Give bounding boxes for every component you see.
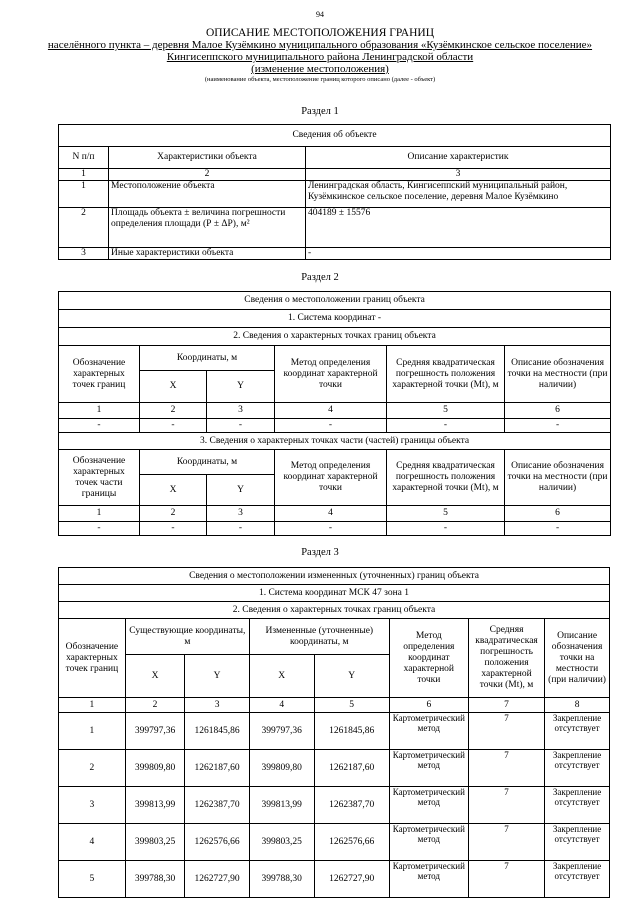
s3-cell-x-existing: 399809,80 — [125, 750, 184, 787]
s3-cell-x-existing: 399803,25 — [125, 824, 184, 861]
s2-num: 1 — [59, 506, 140, 522]
s3-num: 5 — [314, 698, 389, 713]
s3-cell-point: 3 — [59, 787, 126, 824]
s3-h-y-changed: Y — [314, 655, 389, 698]
s3-cell-method: Картометрический метод — [389, 861, 468, 898]
s3-cell-accuracy: 7 — [468, 750, 544, 787]
s2-num: 6 — [505, 506, 611, 522]
s2-num: 1 — [59, 403, 140, 419]
s2-h-desc: Описание обозначения точки на местности (при наличии) — [505, 450, 611, 506]
table-row — [59, 787, 610, 824]
s2-h-desc: Описание обозначения точки на местности (при наличии) — [505, 346, 611, 403]
header-line-3: Кингисеппского муниципального района Ленинградской области — [166, 51, 474, 63]
section-1-label: Раздел 1 — [301, 106, 339, 117]
s3-data-rows — [59, 713, 610, 898]
s2-sub2: 2. Сведения о характерных точках границ объекта — [59, 328, 611, 346]
s2-num: 3 — [207, 403, 275, 419]
s3-cell-method: Картометрический метод — [389, 824, 468, 861]
s2-h-method: Метод определения координат характерной точки — [275, 346, 387, 403]
s3-cell-desc: Закрепление отсутствует — [545, 750, 610, 787]
section-3-table — [58, 567, 610, 898]
s2-empty: - — [387, 419, 505, 433]
header-line-4: (изменение местоположения) — [251, 63, 389, 75]
s3-cell-accuracy: 7 — [468, 713, 544, 750]
s2-empty: - — [275, 419, 387, 433]
s3-num: 2 — [125, 698, 184, 713]
s3-num: 8 — [545, 698, 610, 713]
s1-row-char: Площадь объекта ± величина погрешности определения площади (Р ± ΔР), м² — [109, 208, 306, 248]
s2-empty: - — [59, 522, 140, 536]
table-row — [59, 824, 610, 861]
s3-cell-y-changed: 1262727,90 — [314, 861, 389, 898]
s2-h-y: Y — [207, 475, 275, 506]
s3-cell-y-changed: 1262576,66 — [314, 824, 389, 861]
s3-cell-y-existing: 1262727,90 — [185, 861, 250, 898]
document-title: ОПИСАНИЕ МЕСТОПОЛОЖЕНИЯ ГРАНИЦ — [205, 27, 435, 39]
s2-num: 6 — [505, 403, 611, 419]
s1-header-char: Характеристики объекта — [109, 147, 306, 169]
table-row — [59, 861, 610, 898]
s2-h-y: Y — [207, 371, 275, 403]
s3-cell-y-existing: 1261845,86 — [185, 713, 250, 750]
s2-h-x: X — [140, 371, 207, 403]
s3-cell-method: Картометрический метод — [389, 750, 468, 787]
s2-num: 5 — [387, 403, 505, 419]
s2-empty: - — [140, 522, 207, 536]
s3-sub2: 2. Сведения о характерных точках границ объекта — [59, 602, 610, 619]
s3-cell-desc: Закрепление отсутствует — [545, 824, 610, 861]
section-1-table — [58, 124, 611, 260]
s3-cell-y-existing: 1262187,60 — [185, 750, 250, 787]
section-3-label: Раздел 3 — [301, 547, 339, 558]
s2-empty: - — [387, 522, 505, 536]
s3-cell-desc: Закрепление отсутствует — [545, 861, 610, 898]
s2-empty: - — [275, 522, 387, 536]
s3-num: 6 — [389, 698, 468, 713]
s2-empty: - — [140, 419, 207, 433]
s3-cell-y-existing: 1262387,70 — [185, 787, 250, 824]
s2-num: 5 — [387, 506, 505, 522]
s3-cell-method: Картометрический метод — [389, 787, 468, 824]
s1-row-char: Иные характеристики объекта — [109, 248, 306, 260]
s2-num: 4 — [275, 506, 387, 522]
s3-num: 3 — [185, 698, 250, 713]
s2-h-accuracy: Средняя квадратическая погрешность положения характерной точки (Mt), м — [387, 450, 505, 506]
s3-h-y-existing: Y — [185, 655, 250, 698]
s2-num: 2 — [140, 506, 207, 522]
s2-h-accuracy: Средняя квадратическая погрешность положения характерной точки (Mt), м — [387, 346, 505, 403]
s3-num: 1 — [59, 698, 126, 713]
s3-cell-y-existing: 1262576,66 — [185, 824, 250, 861]
document-header — [0, 27, 640, 84]
s1-num: 1 — [59, 169, 109, 181]
s1-num: 3 — [306, 169, 611, 181]
s2-sub3: 3. Сведения о характерных точках части (частей) границы объекта — [59, 433, 611, 450]
s3-cell-y-changed: 1261845,86 — [314, 713, 389, 750]
s3-cell-x-existing: 399797,36 — [125, 713, 184, 750]
s3-cell-point: 5 — [59, 861, 126, 898]
s1-row-desc: - — [306, 248, 611, 260]
page-number: 94 — [316, 10, 324, 19]
s3-cell-x-changed: 399788,30 — [249, 861, 314, 898]
s3-cell-accuracy: 7 — [468, 787, 544, 824]
s3-h-desc: Описание обозначения точки на местности (при наличии) — [545, 619, 610, 698]
s3-num: 4 — [249, 698, 314, 713]
section-2-label: Раздел 2 — [301, 272, 339, 283]
section-2-table — [58, 291, 611, 536]
s3-h-method: Метод определения координат характерной точки — [389, 619, 468, 698]
s1-row-char: Местоположение объекта — [109, 181, 306, 208]
s3-cell-x-existing: 399788,30 — [125, 861, 184, 898]
s3-cell-desc: Закрепление отсутствует — [545, 787, 610, 824]
s1-header-n: N п/п — [59, 147, 109, 169]
s3-cell-y-changed: 1262387,70 — [314, 787, 389, 824]
s3-num: 7 — [468, 698, 544, 713]
s2-empty: - — [505, 522, 611, 536]
s3-cell-desc: Закрепление отсутствует — [545, 713, 610, 750]
s1-num: 2 — [109, 169, 306, 181]
s2-empty: - — [505, 419, 611, 433]
s3-cell-x-changed: 399809,80 — [249, 750, 314, 787]
s2-num: 3 — [207, 506, 275, 522]
s3-cell-x-existing: 399813,99 — [125, 787, 184, 824]
s3-cell-point: 2 — [59, 750, 126, 787]
s1-row-desc: Ленинградская область, Кингисеппский муниципальный район, Кузёмкинское сельское поселение, деревня Малое Кузёмкино — [306, 181, 611, 208]
s2-h-coords: Координаты, м — [140, 450, 275, 475]
s2-h-point: Обозначение характерных точек границ — [59, 346, 140, 403]
s3-h-x-changed: X — [249, 655, 314, 698]
s2-h-method: Метод определения координат характерной точки — [275, 450, 387, 506]
s1-caption: Сведения об объекте — [59, 125, 611, 147]
s2-empty: - — [59, 419, 140, 433]
s3-system: 1. Система координат МСК 47 зона 1 — [59, 585, 610, 602]
s2-system: 1. Система координат - — [59, 310, 611, 328]
table-row — [59, 750, 610, 787]
s1-row-desc: 404189 ± 15576 — [306, 208, 611, 248]
s3-caption: Сведения о местоположении измененных (уточненных) границ объекта — [59, 568, 610, 585]
s2-h-x: X — [140, 475, 207, 506]
s3-cell-accuracy: 7 — [468, 861, 544, 898]
header-line-5: (наименование объекта, местоположение границ которого описано (далее - объект) — [204, 76, 436, 83]
s2-empty: - — [207, 522, 275, 536]
header-line-2: населённого пункта – деревня Малое Кузёмкино муниципального образования «Кузёмкинское сельское поселение» — [47, 39, 593, 51]
s3-cell-x-changed: 399803,25 — [249, 824, 314, 861]
s3-h-existing: Существующие координаты, м — [125, 619, 249, 655]
s3-cell-method: Картометрический метод — [389, 713, 468, 750]
s3-h-accuracy: Средняя квадратическая погрешность положения характерной точки (Mt), м — [468, 619, 544, 698]
s2-caption: Сведения о местоположении границ объекта — [59, 292, 611, 310]
s2-num: 2 — [140, 403, 207, 419]
s2-h-point-part: Обозначение характерных точек части границы — [59, 450, 140, 506]
s3-cell-accuracy: 7 — [468, 824, 544, 861]
s3-cell-y-changed: 1262187,60 — [314, 750, 389, 787]
s3-cell-x-changed: 399797,36 — [249, 713, 314, 750]
s1-row-n: 2 — [59, 208, 109, 248]
s3-cell-point: 4 — [59, 824, 126, 861]
s1-header-desc: Описание характеристик — [306, 147, 611, 169]
s2-empty: - — [207, 419, 275, 433]
s1-row-n: 3 — [59, 248, 109, 260]
s2-h-coords: Координаты, м — [140, 346, 275, 371]
s3-h-changed: Измененные (уточненные) координаты, м — [249, 619, 389, 655]
s2-num: 4 — [275, 403, 387, 419]
s3-h-point: Обозначение характерных точек границ — [59, 619, 126, 698]
s3-cell-point: 1 — [59, 713, 126, 750]
table-row — [59, 713, 610, 750]
s3-cell-x-changed: 399813,99 — [249, 787, 314, 824]
s1-row-n: 1 — [59, 181, 109, 208]
s3-h-x-existing: X — [125, 655, 184, 698]
